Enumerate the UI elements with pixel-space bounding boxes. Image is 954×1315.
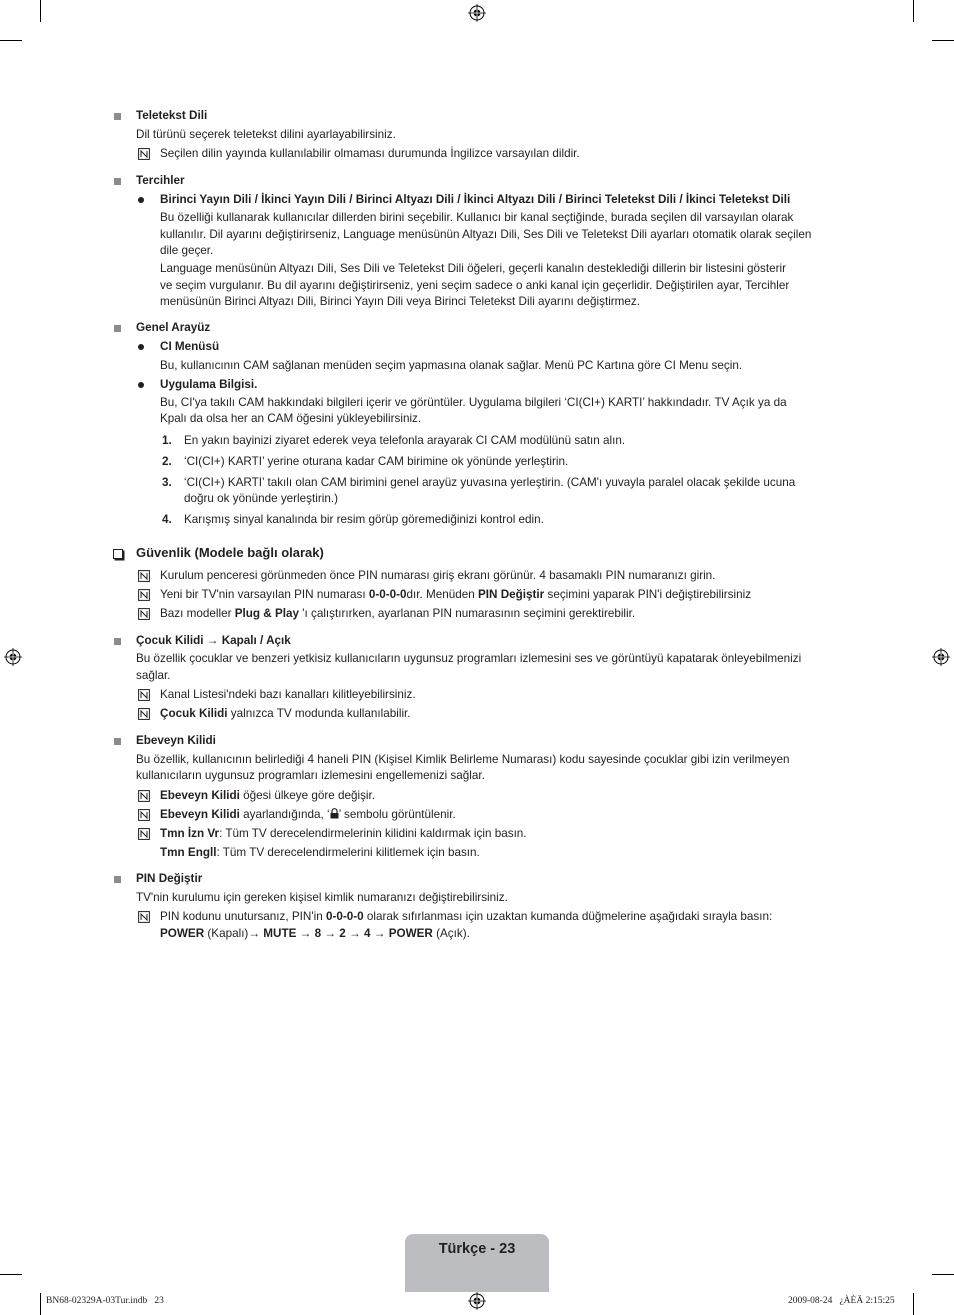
child-lock-note: Kanal Listesi'ndeki bazı kanalları kilitleyebilirsiniz. — [160, 688, 416, 701]
note-icon — [138, 790, 150, 802]
crop-mark — [913, 1293, 914, 1315]
square-bullet-icon — [114, 325, 121, 332]
parental-lock-note: Tmn Engll: Tüm TV derecelendirmelerini kilitlemek için basın. — [160, 846, 480, 859]
registration-mark-icon — [932, 648, 950, 666]
crop-mark — [0, 1274, 22, 1275]
crop-mark — [932, 40, 954, 41]
preferences-line: Bu özelliği kullanarak kullanıcılar dillerden birini seçebilir. Kullanıcı bir kanal seçtiğinde, burada seçilen dil varsayılan olarak — [160, 211, 794, 224]
section-heading-preferences: Tercihler — [136, 174, 185, 187]
note-icon — [138, 809, 150, 821]
security-note: Bazı modeller Plug & Play 'ı çalıştırırken, ayarlanan PIN numarasının seçimini gerektirebilir. — [160, 607, 636, 620]
section-heading-child-lock: Çocuk Kilidi → Kapalı / Açık — [136, 634, 291, 647]
square-bullet-icon — [114, 113, 121, 120]
step-text: En yakın bayinizi ziyaret ederek veya telefonla arayarak CI CAM modülünü satın alın. — [184, 434, 626, 447]
parental-lock-note: Ebeveyn Kilidi öğesi ülkeye göre değişir. — [160, 789, 376, 802]
step-number: 4. — [162, 513, 172, 526]
preferences-line: kullanılır. Dil ayarını değiştirirseniz, Language menüsünün Altyazı Dili, Ses Dili ve Teletekst Dili ayarları otomatik olarak seçilen — [160, 228, 812, 241]
child-lock-line: sağlar. — [136, 669, 171, 682]
square-bullet-icon — [114, 178, 121, 185]
change-pin-sequence: POWER (Kapalı)→ MUTE → 8 → 2 → 4 → POWER (Açık). — [160, 927, 470, 940]
app-info-line: Bu, CI'ya takılı CAM hakkındaki bilgileri içerir ve görüntüler. Uygulama bilgileri ‘CI(CI+) KARTI’ hakkındadır. TV Açık ya da — [160, 396, 787, 409]
print-slug-timestamp: 2009-08-24 ¿ÀÈÄ 2:15:25 — [788, 1296, 895, 1306]
child-lock-note: Çocuk Kilidi yalnızca TV modunda kullanılabilir. — [160, 707, 411, 720]
page-number: Türkçe - 23 — [438, 1241, 516, 1257]
preferences-bullet: Birinci Yayın Dili / İkinci Yayın Dili / Birinci Altyazı Dili / İkinci Altyazı Dili / Birinci Teletekst Dili / İkinci Teletekst Dili — [160, 193, 791, 206]
ci-menu-title: CI Menüsü — [160, 340, 220, 353]
bullet-dot-icon — [138, 344, 144, 350]
registration-mark-icon — [4, 648, 22, 666]
bullet-dot-icon — [138, 382, 144, 388]
note-icon — [138, 570, 150, 582]
teletext-note: Seçilen dilin yayında kullanılabilir olmaması durumunda İngilizce varsayılan dildir. — [160, 147, 580, 160]
parental-lock-line: kullanıcıların uygunsuz programları izlemesini engellemenizi sağlar. — [136, 769, 485, 782]
note-icon — [138, 708, 150, 720]
note-icon — [138, 911, 150, 923]
note-icon — [138, 689, 150, 701]
step-number: 2. — [162, 455, 172, 468]
lock-icon — [330, 808, 339, 819]
registration-mark-icon — [468, 4, 486, 22]
step-text: doğru ok yönünde yerleştirin.) — [184, 492, 338, 505]
note-icon — [138, 589, 150, 601]
note-icon — [138, 608, 150, 620]
teletext-body: Dil türünü seçerek teletekst dilini ayarlayabilirsiniz. — [136, 128, 396, 141]
preferences-line: menüsünün Birinci Altyazı Dili, Birinci Yayın Dili veya Birinci Teletekst Dili ayarını değiştirmez. — [160, 295, 641, 308]
preferences-line: Language menüsünün Altyazı Dili, Ses Dili ve Teletekst Dili öğeleri, geçerli kanalın desteklediği dillerin bir listesini gösterir — [160, 262, 787, 275]
parental-lock-note: Ebeveyn Kilidi ayarlandığında, ‘ ’ sembolu görüntülenir. — [160, 808, 456, 821]
security-note: Yeni bir TV'nin varsayılan PIN numarası 0-0-0-0dır. Menüden PIN Değiştir seçimini yaparak PIN'i değiştirebilirsiniz — [160, 588, 752, 601]
bullet-dot-icon — [138, 197, 144, 203]
crop-mark — [40, 1293, 41, 1315]
square-bullet-icon — [114, 638, 121, 645]
section-heading-parental-lock: Ebeveyn Kilidi — [136, 734, 216, 747]
parental-lock-line: Bu özellik, kullanıcının belirlediği 4 haneli PIN (Kişisel Kimlik Belirleme Numarası) kodu sayesinde çocuklar gibi izin verilmeyen — [136, 753, 790, 766]
step-text: ‘CI(CI+) KARTI’ takılı olan CAM birimini genel arayüz yuvasına yerleştirin. (CAM'ı yuvayla paralel olacak şekilde ucuna — [184, 476, 796, 489]
step-text: Karışmış sinyal kanalında bir resim görüp göremediğinizi kontrol edin. — [184, 513, 544, 526]
child-lock-line: Bu özellik çocuklar ve benzeri yetkisiz kullanıcıların uygunsuz programları izlemesini ses ve görüntüyü kapatarak önleyebilmenizi — [136, 652, 802, 665]
section-heading-common-interface: Genel Arayüz — [136, 321, 211, 334]
step-number: 1. — [162, 434, 172, 447]
ci-menu-body: Bu, kullanıcının CAM sağlanan menüden seçim yapmasına olanak sağlar. Menü PC Kartına göre CI Menu seçin. — [160, 359, 743, 372]
parental-lock-note: Tmn İzn Vr: Tüm TV derecelendirmelerinin kilidini kaldırmak için basın. — [160, 827, 527, 840]
step-number: 3. — [162, 476, 172, 489]
square-bullet-icon — [114, 738, 121, 745]
preferences-line: ve seçim vurgulanır. Bu dil ayarını değiştirirseniz, yeni seçim sadece o anki kanal için geçerlidir. Değiştirilen ayar, Tercihler — [160, 279, 790, 292]
registration-mark-icon — [468, 1292, 486, 1310]
app-info-line: Kpalı da olsa her an CAM öğesini yükleyebilirsiniz. — [160, 412, 422, 425]
section-heading-change-pin: PIN Değiştir — [136, 872, 203, 885]
app-info-title: Uygulama Bilgisi. — [160, 378, 258, 391]
checkbox-bullet-icon — [113, 549, 123, 559]
security-note: Kurulum penceresi görünmeden önce PIN numarası giriş ekranı görünür. 4 basamaklı PIN numaranızı girin. — [160, 569, 716, 582]
crop-mark — [932, 1274, 954, 1275]
section-heading-teletext: Teletekst Dili — [136, 109, 208, 122]
step-text: ‘CI(CI+) KARTI’ yerine oturana kadar CAM birimine ok yönünde yerleştirin. — [184, 455, 569, 468]
change-pin-body: TV'nin kurulumu için gereken kişisel kimlik numaranızı değiştirebilirsiniz. — [136, 891, 508, 904]
crop-mark — [913, 0, 914, 22]
crop-mark — [0, 40, 22, 41]
note-icon — [138, 148, 150, 160]
crop-mark — [40, 0, 41, 22]
square-bullet-icon — [114, 876, 121, 883]
print-slug-file: BN68-02329A-03Tur.indb 23 — [46, 1296, 164, 1306]
note-icon — [138, 828, 150, 840]
section-heading-security: Güvenlik (Modele bağlı olarak) — [136, 545, 324, 560]
change-pin-note: PIN kodunu unutursanız, PIN'in 0-0-0-0 olarak sıfırlanması için uzaktan kumanda düğmelerine aşağıdaki sırayla basın: — [160, 910, 773, 923]
preferences-line: dile geçer. — [160, 244, 214, 257]
